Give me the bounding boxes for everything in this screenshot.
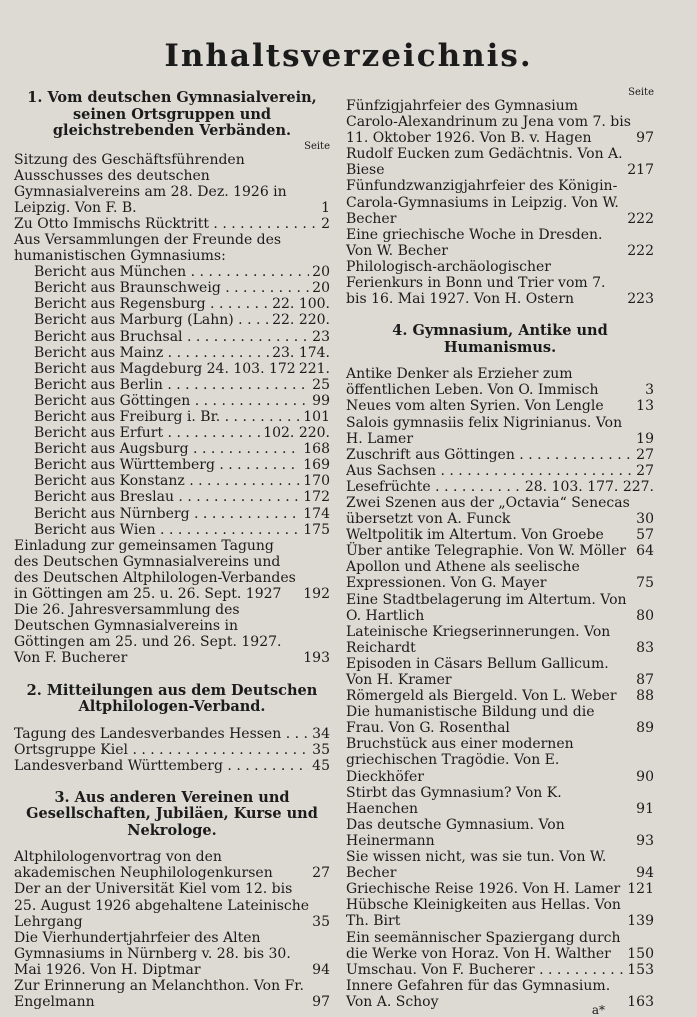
toc-entry (346, 817, 654, 849)
toc-entry (14, 881, 330, 929)
section-3-entries (14, 849, 330, 1010)
toc-entry (14, 296, 330, 312)
toc-entry (346, 146, 654, 178)
toc-entry-title: Ein seemännischer Spaziergang durch die Werke von Horaz. Von H. Walther (346, 929, 621, 962)
toc-entry-page: 223 (627, 291, 654, 308)
toc-entry (346, 447, 654, 463)
toc-entry-title: Landesverband Württemberg . . . (14, 758, 309, 774)
toc-entry-page: 99 (312, 392, 330, 409)
toc-entry-title: Innere Gefahren für das Gymnasium. Von A. Schoy (346, 977, 611, 1010)
toc-entry (14, 232, 330, 264)
toc-entry (346, 495, 654, 527)
toc-entry-title: Eine griechische Woche in Dresden. Von W. Becher (346, 226, 603, 259)
toc-entry (346, 881, 654, 897)
toc-entry (14, 216, 330, 232)
toc-entry-page: 87 (636, 672, 654, 688)
toc-entry (14, 377, 330, 393)
toc-entry-page: 102. 220. (263, 425, 330, 442)
section-2-entries (14, 726, 330, 774)
toc-entry-title: Stirbt das Gymnasium? Von K. Haenchen (346, 784, 562, 817)
toc-entry-page: 13 (636, 398, 654, 415)
toc-entry-title: Über antike Telegraphie. Von W. Möller (346, 543, 627, 560)
toc-entry-title: Tagung des Landesverbandes Hessen . . . (14, 726, 309, 742)
toc-entry (346, 897, 654, 929)
toc-entry-page: 83 (636, 639, 654, 656)
toc-entry (14, 152, 330, 216)
toc-entry-title: Bericht aus Berlin . . . (34, 377, 309, 393)
toc-entry-page: 57 (636, 527, 654, 544)
toc-entry-title: Bericht aus Mainz . . . (34, 345, 269, 361)
toc-entry-page: 175 (303, 521, 330, 538)
toc-entry-title: Bericht aus Erfurt . . . (34, 425, 260, 441)
toc-entry (346, 624, 654, 656)
toc-entry (346, 479, 654, 495)
toc-entry (14, 726, 330, 742)
toc-entry-page: 150 (627, 945, 654, 962)
toc-entry-page: 23. 174. (272, 344, 330, 361)
toc-entry-page: 27 (636, 462, 654, 479)
toc-entry-title: Philologisch-archäologischer Ferienkurs in Bonn und Trier vom 7. bis 16. Mai 1927. Von H. Ostern (346, 258, 606, 308)
toc-entry-title: Die Vierhundertjahrfeier des Alten Gymnasiums in Nürnberg v. 28. bis 30. Mai 1926. Von H. Diptmar (14, 929, 291, 978)
toc-entry-title: Aus Sachsen . . . (346, 463, 633, 479)
toc-entry-title: Zu Otto Immischs Rücktritt . . . (14, 216, 318, 232)
toc-entry-page: 89 (636, 720, 654, 737)
toc-entry-page: 91 (636, 800, 654, 817)
toc-entry-page: 64 (636, 543, 654, 560)
toc-entry-title: Ortsgruppe Kiel . . . (14, 742, 309, 758)
toc-entry-title: Bericht aus Göttingen . . . (34, 393, 309, 409)
toc-entry-title: Aus Versammlungen der Freunde des humanistischen Gymnasiums: (14, 231, 282, 265)
toc-entry-title: Der an der Universität Kiel vom 12. bis 25. August 1926 abgehaltene Lateinische Lehrgang (14, 881, 310, 930)
toc-entry (346, 398, 654, 414)
toc-entry-page: 3 (645, 382, 654, 399)
toc-entry-page: 75 (636, 575, 654, 592)
page-title: Inhaltsverzeichnis. (164, 38, 533, 74)
toc-entry-title: Bericht aus Wien . . . (34, 522, 300, 538)
toc-entry (14, 441, 330, 457)
toc-entry-page: 192 (303, 586, 330, 603)
toc-entry-page: 169 (303, 457, 330, 474)
toc-entry (346, 930, 654, 962)
seite-label-left: Seite (304, 140, 330, 152)
toc-entry-page: 168 (303, 441, 330, 458)
toc-entry-title: Bericht aus Marburg (Lahn) . . . (34, 312, 269, 328)
toc-entry (14, 538, 330, 602)
section-1-reports (14, 264, 330, 538)
toc-entry-page: 88 (636, 688, 654, 705)
toc-entry-title: Salois gymnasiis felix Nigrinianus. Von H. Lamer (346, 414, 623, 447)
toc-entry (346, 463, 654, 479)
seite-label-right: Seite (628, 87, 654, 98)
toc-entry (346, 704, 654, 736)
toc-entry-title: Neues vom alten Syrien. Von Lengle (346, 398, 604, 415)
toc-entry-title: Lateinische Kriegserinnerungen. Von Reichardt (346, 623, 611, 656)
toc-entry-page: 163 (627, 993, 654, 1010)
toc-entry (346, 98, 654, 146)
toc-entry (346, 849, 654, 881)
toc-entry-page: 20 (312, 280, 330, 297)
section-4-entries (346, 366, 654, 1010)
section-3-continued-entries (346, 98, 654, 307)
toc-entry (14, 506, 330, 522)
section-1-entries (14, 152, 330, 265)
toc-entry-title: Bericht aus Braunschweig . . . (34, 280, 309, 296)
toc-entry (346, 227, 654, 259)
toc-entry (346, 785, 654, 817)
toc-entry-title: Bruchstück aus einer modernen griechischen Tragödie. Von E. Dieckhöfer (346, 736, 574, 785)
toc-entry-page: 27 (312, 865, 330, 882)
toc-entry (14, 312, 330, 328)
toc-entry (346, 178, 654, 226)
toc-entry-title: Die 26. Jahresversammlung des Deutschen Gymnasialvereins in Göttingen am 25. und 26. Sept. 1927. Von F. Bucherer (14, 602, 282, 667)
section-2-heading: 2. Mitteilungen aus dem Deutschen Altphilologen-Verband. (26, 681, 318, 715)
toc-entry (14, 522, 330, 538)
section-1-heading: 1. Vom deutschen Gymnasialverein, seinen Ortsgruppen und gleichstrebenden Verbänden. (27, 89, 317, 139)
toc-entry-page: 170 (303, 473, 330, 490)
toc-entry-title: Bericht aus Augsburg . . . (34, 441, 300, 457)
toc-entry-page: 20 (312, 264, 330, 281)
toc-entry (14, 393, 330, 409)
section-4-heading: 4. Gymnasium, Antike und Humanismus. (392, 322, 608, 356)
toc-entry (14, 345, 330, 361)
toc-entry (14, 264, 330, 280)
toc-entry (14, 930, 330, 978)
toc-entry-page: 193 (303, 650, 330, 667)
toc-entry-title: Fünfundzwanzigjahrfeier des Königin-Carola-Gymnasiums in Leipzig. Von W. Becher (346, 178, 619, 227)
toc-entry-page: 221. (298, 360, 330, 377)
toc-entry-title: Eine Stadtbelagerung im Altertum. Von O. Hartlich (346, 591, 627, 624)
toc-entry-title: Bericht aus Bruchsal . . . (34, 329, 309, 345)
toc-entry-page: 153 (627, 961, 654, 978)
toc-entry-title: Einladung zur gemeinsamen Tagung des Deutschen Gymnasialvereins und des Deutschen Altphilologen-Verbandes in Göttingen am 25. u. 26. Sept. 1927 (14, 537, 296, 603)
toc-entry-title: Zur Erinnerung an Melanchthon. Von Fr. Engelmann (14, 978, 304, 1011)
toc-entry-title: Weltpolitik im Altertum. Von Groebe (346, 527, 604, 544)
toc-entry (14, 409, 330, 425)
toc-entry-page: 2 (321, 215, 330, 232)
toc-entry-title: Sitzung des Geschäftsführenden Ausschusses des deutschen Gymnasialvereins am 28. Dez. 1926 in Leipzig. Von F. B. (14, 151, 287, 216)
toc-entry-title: Apollon und Athene als seelische Expressionen. Von G. Mayer (346, 559, 580, 592)
toc-entry-page: 94 (312, 961, 330, 978)
toc-entry-title: Altphilologenvortrag von den akademischen Neuphilologenkursen (14, 849, 273, 882)
toc-entry-title: Römergeld als Biergeld. Von L. Weber (346, 688, 617, 705)
toc-entry-page: 27 (636, 446, 654, 463)
toc-entry (346, 962, 654, 978)
toc-entry (346, 559, 654, 591)
toc-entry-page: 121 (627, 881, 654, 898)
toc-entry (346, 527, 654, 543)
toc-entry (14, 361, 330, 377)
toc-entry-page: 22. 220. (272, 312, 330, 329)
toc-entry-page: 217 (627, 162, 654, 179)
toc-entry (14, 602, 330, 666)
toc-entry-title: Bericht aus Württemberg . . . (34, 457, 300, 473)
toc-entry-title: Die humanistische Bildung und die Frau. Von G. Rosenthal (346, 704, 595, 737)
toc-entry (14, 758, 330, 774)
toc-entry-page: 22. 100. (272, 296, 330, 313)
toc-entry (346, 592, 654, 624)
toc-entry (14, 742, 330, 758)
toc-entry-title: Bericht aus Freiburg i. Br. . . . (34, 409, 300, 425)
toc-entry-page: 97 (636, 130, 654, 147)
toc-entry-page: 35 (312, 913, 330, 930)
left-column (14, 88, 330, 1010)
toc-entry-page: 139 (627, 913, 654, 930)
toc-entry (346, 656, 654, 688)
toc-entry (346, 736, 654, 784)
toc-entry-page: 35 (312, 741, 330, 758)
toc-entry-title: Episoden in Cäsars Bellum Gallicum. Von H. Kramer (346, 655, 609, 688)
toc-entry-page: 30 (636, 511, 654, 528)
toc-entry-title: Zuschrift aus Göttingen . . . (346, 447, 633, 463)
toc-entry (14, 978, 330, 1010)
toc-entry-title: Bericht aus Regensburg . . . (34, 296, 269, 312)
toc-entry (346, 688, 654, 704)
toc-entry-page: 94 (636, 865, 654, 882)
toc-entry (14, 280, 330, 296)
toc-entry-page: 90 (636, 768, 654, 785)
toc-entry-title: Griechische Reise 1926. Von H. Lamer (346, 881, 621, 898)
toc-entry-page: 174 (303, 505, 330, 522)
toc-entry-page: 23 (312, 328, 330, 345)
toc-entry-page: 45 (312, 757, 330, 774)
toc-entry-title: Bericht aus Nürnberg . . . (34, 506, 300, 522)
toc-entry-page: 34 (312, 725, 330, 742)
toc-entry-page: 80 (636, 607, 654, 624)
toc-entry-title: Bericht aus München . . . (34, 264, 309, 280)
toc-entry (346, 543, 654, 559)
toc-entry (14, 849, 330, 881)
toc-entry (14, 489, 330, 505)
toc-entry-title: Antike Denker als Erzieher zum öffentlichen Leben. Von O. Immisch (346, 366, 599, 399)
toc-entry (346, 259, 654, 307)
toc-entry (346, 978, 654, 1010)
toc-entry-page: 19 (636, 430, 654, 447)
toc-entry-title: Bericht aus Breslau . . . (34, 489, 300, 505)
toc-entry-title: Bericht aus Konstanz . . . (34, 473, 300, 489)
toc-entry (346, 366, 654, 398)
toc-entry-page: 222 (627, 210, 654, 227)
toc-entry (14, 457, 330, 473)
signature-mark: a* (591, 1003, 605, 1017)
toc-entry (14, 425, 330, 441)
toc-entry-title: Umschau. Von F. Bucherer . . . (346, 962, 624, 978)
toc-entry (346, 415, 654, 447)
toc-entry-title: Lesefrüchte . . . (346, 479, 522, 495)
toc-entry-page: 1 (321, 199, 330, 216)
toc-entry (14, 329, 330, 345)
toc-entry-page: 28. 103. 177. 227. (524, 478, 654, 495)
toc-entry-page: 25 (312, 376, 330, 393)
right-column (346, 88, 654, 1010)
toc-entry-title: Rudolf Eucken zum Gedächtnis. Von A. Biese (346, 146, 623, 179)
toc-entry-page: 222 (627, 242, 654, 259)
section-1-after (14, 538, 330, 667)
toc-entry-title: Zwei Szenen aus der „Octavia“ Senecas übersetzt von A. Funck (346, 494, 630, 528)
toc-entry-title: Sie wissen nicht, was sie tun. Von W. Becher (346, 849, 607, 882)
toc-entry-page: 97 (312, 994, 330, 1011)
toc-entry-title: Fünfzigjahrfeier des Gymnasium Carolo-Alexandrinum zu Jena vom 7. bis 11. Oktober 1926. Von B. v. Hagen (346, 98, 631, 147)
toc-entry-title: Hübsche Kleinigkeiten aus Hellas. Von Th. Birt (346, 897, 621, 930)
toc-entry-page: 93 (636, 832, 654, 849)
toc-entry-title: Das deutsche Gymnasium. Von Heinermann (346, 816, 565, 849)
toc-entry-title: Bericht aus Magdeburg 24. 103. 172 (34, 360, 296, 377)
toc-entry (14, 473, 330, 489)
toc-entry-page: 172 (303, 489, 330, 506)
section-3-heading: 3. Aus anderen Vereinen und Gesellschaften, Jubiläen, Kurse und Nekrologe. (26, 788, 318, 839)
toc-entry-page: 101 (303, 409, 330, 425)
